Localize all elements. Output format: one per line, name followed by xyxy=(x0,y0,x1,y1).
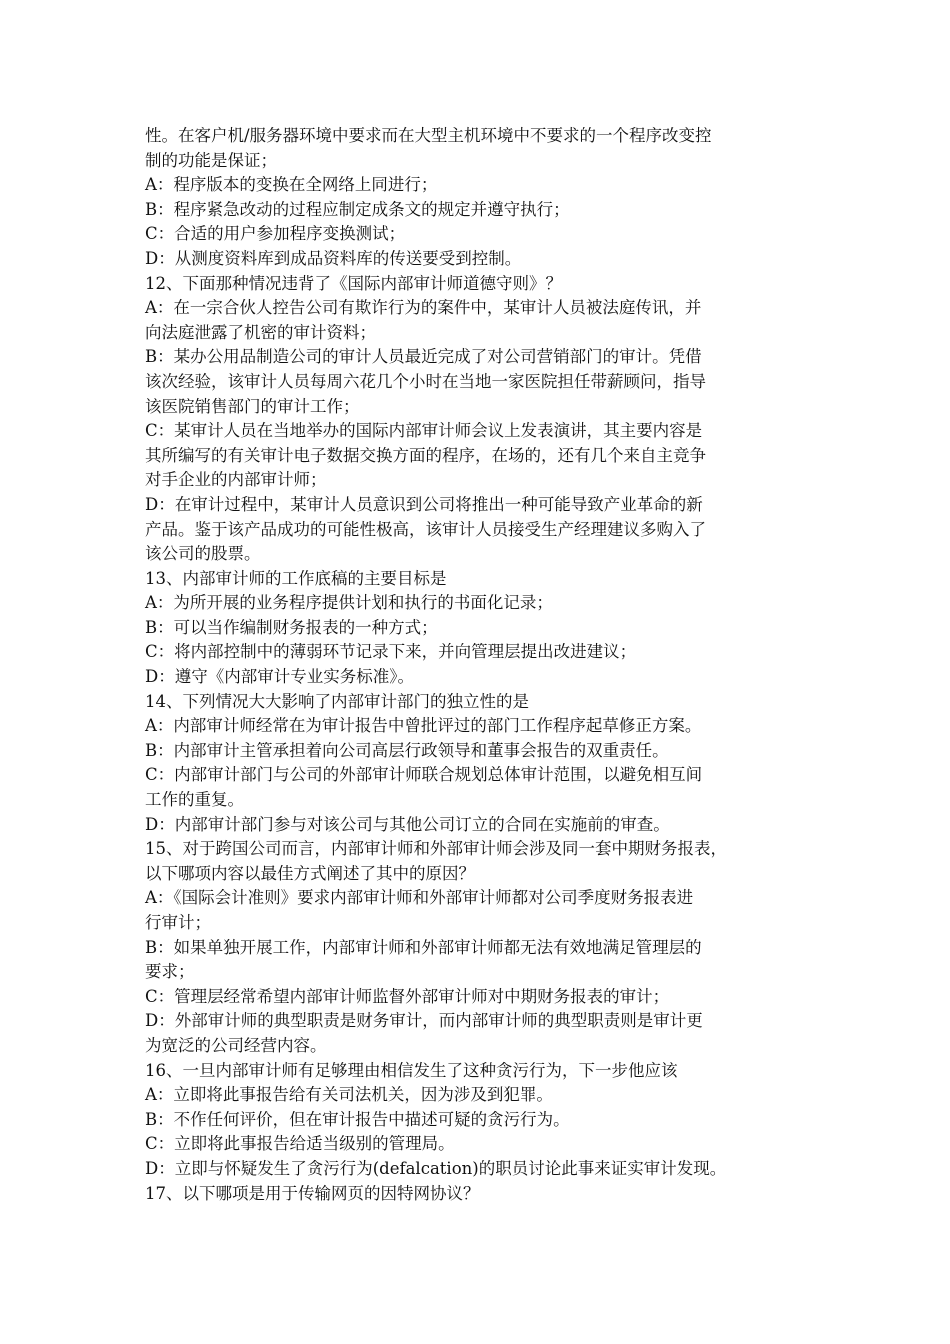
text-line: 12、下面那种情况违背了《国际内部审计师道德守则》？ xyxy=(145,273,562,293)
text-line: D：内部审计部门参与对该公司与其他公司订立的合同在实施前的审查。 xyxy=(145,814,670,834)
text-line: D：从测度资料库到成品资料库的传送要受到控制。 xyxy=(145,248,522,268)
text-line: D：外部审计师的典型职责是财务审计，而内部审计师的典型职责则是审计更 xyxy=(145,1011,703,1031)
text-line: A：在一宗合伙人控告公司有欺诈行为的案件中，某审计人员被法庭传讯，并 xyxy=(145,298,702,318)
text-line: 14、下列情况大大影响了内部审计部门的独立性的是 xyxy=(145,691,529,711)
text-line: 行审计； xyxy=(145,913,211,932)
text-line: B：内部审计主管承担着向公司高层行政领导和董事会报告的双重责任。 xyxy=(145,740,669,760)
text-line: A：程序版本的变换在全网络上同进行； xyxy=(145,175,438,195)
text-line: 其所编写的有关审计电子数据交换方面的程序，在场的，还有几个来自主竞争 xyxy=(145,445,706,465)
text-line: B：可以当作编制财务报表的一种方式； xyxy=(145,617,438,637)
text-line: 15、对于跨国公司而言，内部审计师和外部审计师会涉及同一套中期财务报表， xyxy=(145,839,727,859)
text-line: 向法庭泄露了机密的审计资料； xyxy=(145,322,376,342)
text-line: D：在审计过程中，某审计人员意识到公司将推出一种可能导致产业革命的新 xyxy=(145,494,703,514)
text-line: B：程序紧急改动的过程应制定成条文的规定并遵守执行； xyxy=(145,199,570,219)
text-line: C：合适的用户参加程序变换测试； xyxy=(145,224,406,244)
text-line: B：如果单独开展工作，内部审计师和外部审计师都无法有效地满足管理层的 xyxy=(145,937,702,957)
text-line: 产品。鉴于该产品成功的可能性极高，该审计人员接受生产经理建议多购入了 xyxy=(145,519,706,539)
text-line: A：为所开展的业务程序提供计划和执行的书面化记录； xyxy=(145,593,553,613)
text-line: C：将内部控制中的薄弱环节记录下来，并向管理层提出改进建议； xyxy=(145,642,637,662)
text-line: B：不作任何评价，但在审计报告中描述可疑的贪污行为。 xyxy=(145,1109,570,1129)
text-line: D：遵守《内部审计专业实务标准》。 xyxy=(145,667,414,687)
text-line: 该次经验，该审计人员每周六花几个小时在当地一家医院担任带薪顾问，指导 xyxy=(145,371,706,391)
text-line: 为宽泛的公司经营内容。 xyxy=(145,1035,327,1055)
text-line: C：管理层经常希望内部审计师监督外部审计师对中期财务报表的审计； xyxy=(145,986,670,1006)
text-line: A：立即将此事报告给有关司法机关，因为涉及到犯罪。 xyxy=(145,1085,553,1105)
text-line: 该公司的股票。 xyxy=(145,544,261,564)
text-line: 该医院销售部门的审计工作； xyxy=(145,396,360,416)
text-line: C：立即将此事报告给适当级别的管理局。 xyxy=(145,1134,455,1154)
text-line: 13、内部审计师的工作底稿的主要目标是 xyxy=(145,568,447,588)
text-line: 17、以下哪项是用于传输网页的因特网协议？ xyxy=(145,1183,480,1203)
text-line: 16、一旦内部审计师有足够理由相信发生了这种贪污行为，下一步他应该 xyxy=(145,1060,678,1080)
text-line: 制的功能是保证； xyxy=(145,150,277,170)
text-line: C：某审计人员在当地举办的国际内部审计师会议上发表演讲，其主要内容是 xyxy=(145,421,703,441)
text-line: 工作的重复。 xyxy=(145,790,244,810)
text-line: 对手企业的内部审计师； xyxy=(145,470,327,490)
text-line: A：内部审计师经常在为审计报告中曾批评过的部门工作程序起草修正方案。 xyxy=(145,716,702,736)
text-line: D：立即与怀疑发生了贪污行为(defalcation)的职员讨论此事来证实审计发现。 xyxy=(145,1158,727,1178)
text-line: 性。在客户机/服务器环境中要求而在大型主机环境中不要求的一个程序改变控 xyxy=(145,126,712,145)
text-line: 要求； xyxy=(145,962,195,982)
text-line: 以下哪项内容以最佳方式阐述了其中的原因？ xyxy=(145,863,475,883)
document-body xyxy=(145,124,813,1206)
text-line: C：内部审计部门与公司的外部审计师联合规划总体审计范围，以避免相互间 xyxy=(145,765,703,785)
text-line: A：《国际会计准则》要求内部审计师和外部审计师都对公司季度财务报表进 xyxy=(145,888,694,908)
text-line: B：某办公用品制造公司的审计人员最近完成了对公司营销部门的审计。凭借 xyxy=(145,347,702,367)
